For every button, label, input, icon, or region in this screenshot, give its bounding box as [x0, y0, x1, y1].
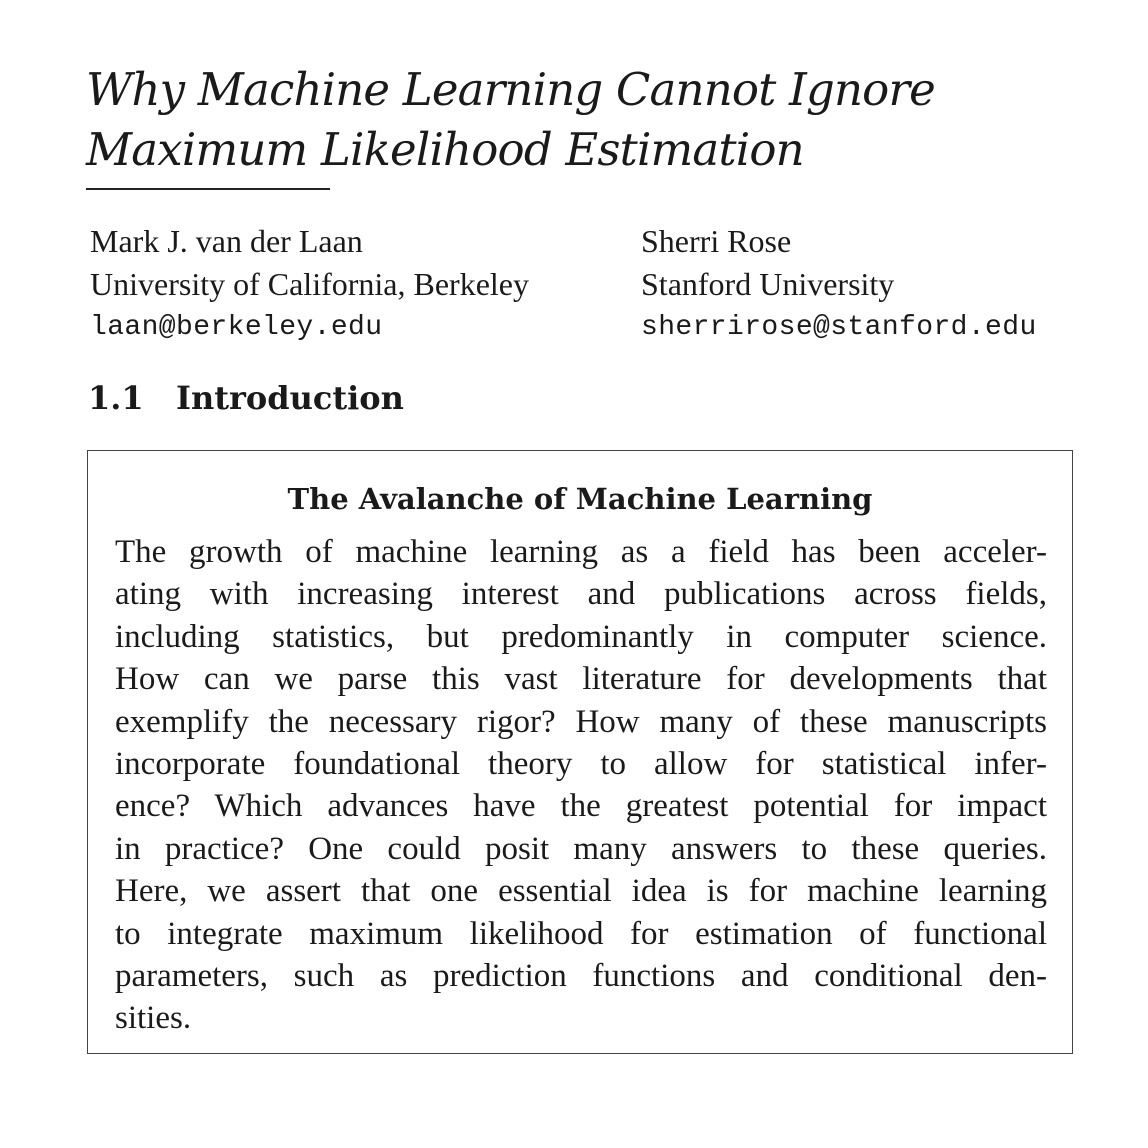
paragraph-line: in practice? One could posit many answers to these queries.: [115, 830, 1047, 867]
box-paragraph: [115, 531, 1047, 1040]
author-affiliation: Stanford University: [641, 266, 895, 302]
paragraph-line: sities.: [115, 1000, 192, 1037]
paragraph-line: including statistics, but predominantly in computer science.: [115, 618, 1047, 655]
title-line-2: Maximum Likelihood Estimation: [86, 123, 804, 176]
paragraph-line: ating with increasing interest and publications across fields,: [115, 576, 1047, 613]
author-affiliation: University of California, Berkeley: [90, 266, 529, 302]
section-number: 1.1: [88, 379, 144, 417]
framed-box: [87, 450, 1073, 1054]
author-email: laan@berkeley.edu: [90, 312, 383, 343]
section-title: Introduction: [176, 379, 404, 417]
paper-title: [86, 60, 1086, 180]
paragraph-line: How can we parse this vast literature for developments that: [115, 661, 1047, 698]
paragraph-line: The growth of machine learning as a field has been acceler-: [115, 534, 1047, 570]
section-heading: [88, 376, 404, 420]
author-block-1: [90, 220, 529, 349]
paragraph-line: to integrate maximum likelihood for estimation of functional: [115, 915, 1047, 952]
author-block-2: [641, 220, 1037, 349]
title-footnote-rule: [86, 188, 330, 190]
author-email: sherrirose@stanford.edu: [641, 312, 1037, 343]
author-name: Sherri Rose: [641, 223, 792, 259]
author-name: Mark J. van der Laan: [90, 223, 363, 259]
paragraph-line: Here, we assert that one essential idea is for machine learning: [115, 873, 1047, 910]
box-title: The Avalanche of Machine Learning: [287, 482, 873, 516]
paragraph-line: parameters, such as prediction functions and conditional den-: [115, 958, 1047, 995]
paragraph-line: incorporate foundational theory to allow for statistical infer-: [115, 746, 1047, 783]
paragraph-line: ence? Which advances have the greatest potential for impact: [115, 788, 1047, 825]
paragraph-line: exemplify the necessary rigor? How many of these manuscripts: [115, 703, 1047, 740]
title-line-1: Why Machine Learning Cannot Ignore: [86, 63, 935, 116]
